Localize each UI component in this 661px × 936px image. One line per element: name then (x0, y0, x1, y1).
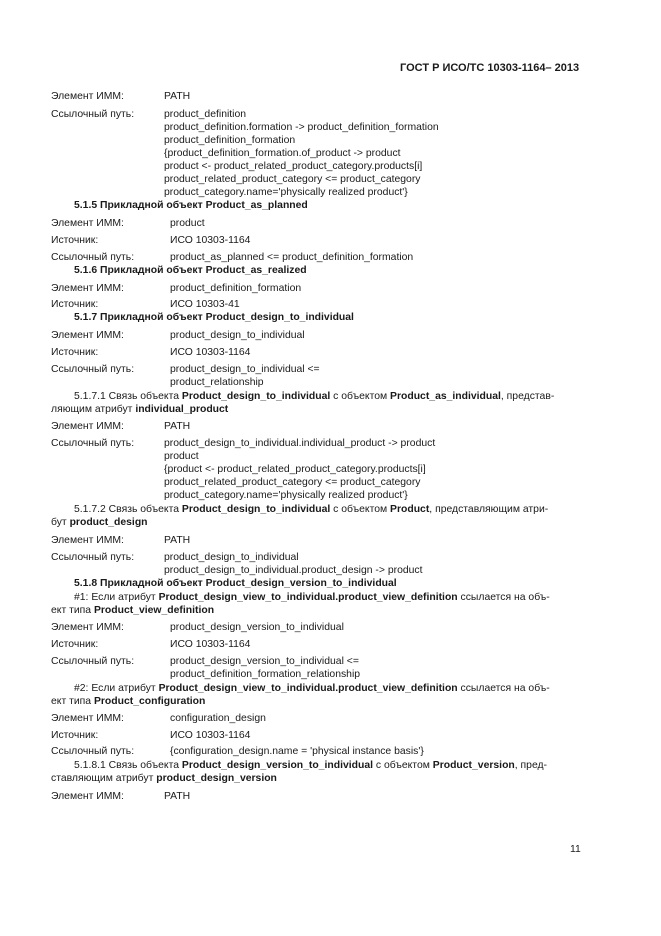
ref-path-line: product <- product_related_product_category.products[i] (164, 161, 423, 172)
section-heading-5-1-6 (74, 265, 307, 277)
source-value: ИСО 10303-1164 (170, 347, 251, 358)
text: ляющим атрибут (51, 404, 136, 415)
entity-name: Product_design_version_to_individual (181, 760, 374, 771)
section-heading-5-1-7 (74, 312, 354, 324)
heading-prefix: 5.1.8 Прикладной объект (74, 578, 206, 589)
ref-path-line: product_related_product_category <= product_category (164, 477, 421, 488)
element-label: Элемент ИММ: (51, 330, 124, 341)
heading-prefix: 5.1.6 Прикладной объект (74, 265, 206, 276)
attribute-name: individual_product (135, 404, 229, 415)
element-label: Элемент ИММ: (51, 91, 124, 102)
ref-path-line: product_relationship (170, 377, 264, 388)
ref-path-line: product_definition_formation (164, 135, 296, 146)
type-name: Product_view_definition (93, 605, 215, 616)
ref-path-line: {configuration_design.name = 'physical instance basis'} (170, 746, 424, 757)
element-label: Элемент ИММ: (51, 421, 124, 432)
ref-path-line: {product <- product_related_product_category.products[i] (164, 464, 426, 475)
text: #1: Если атрибут (74, 592, 159, 603)
heading-name: Product_design_to_individual (205, 312, 354, 323)
case-1-line-cont (51, 605, 214, 617)
heading-name: Product_design_version_to_individual (205, 578, 397, 589)
element-value: PATH (164, 91, 191, 102)
text: 5.1.7.2 Связь объекта (74, 504, 182, 515)
source-value: ИСО 10303-1164 (170, 235, 251, 246)
source-label: Источник: (51, 299, 99, 310)
element-value: PATH (164, 421, 191, 432)
ref-path-label: Ссылочный путь: (51, 252, 135, 263)
section-heading-5-1-8 (74, 578, 397, 590)
attribute-name: Product_design_view_to_individual.product_view_definition (158, 592, 458, 603)
element-label: Элемент ИММ: (51, 713, 124, 724)
heading-prefix: 5.1.7 Прикладной объект (74, 312, 206, 323)
paragraph-5-1-8-1-cont (51, 773, 277, 785)
ref-path-line: product_design_version_to_individual <= (170, 656, 359, 667)
text: , представляющим атри- (429, 504, 549, 515)
text: с объектом (330, 504, 391, 515)
ref-path-line: product_as_planned <= product_definition_formation (170, 252, 414, 263)
element-value: product (170, 218, 205, 229)
case-2-line-cont (51, 696, 205, 708)
text: ссылается на объ- (457, 592, 550, 603)
type-name: Product_configuration (93, 696, 206, 707)
document-header: ГОСТ Р ИСО/ТС 10303-1164– 2013 (400, 62, 580, 74)
ref-path-label: Ссылочный путь: (51, 656, 135, 667)
paragraph-5-1-7-1-cont (51, 404, 228, 416)
paragraph-5-1-8-1 (74, 760, 547, 772)
element-label: Элемент ИММ: (51, 791, 124, 802)
element-value: PATH (164, 535, 191, 546)
text: ект типа (51, 605, 94, 616)
paragraph-5-1-7-1 (74, 391, 554, 403)
source-value: ИСО 10303-41 (170, 299, 240, 310)
heading-prefix: 5.1.5 Прикладной объект (74, 200, 206, 211)
ref-path-line: product_category.name='physically realized product'} (164, 490, 408, 501)
text: с объектом (330, 391, 391, 402)
element-value: PATH (164, 791, 191, 802)
ref-path-line: product_category.name='physically realized product'} (164, 187, 408, 198)
ref-path-label: Ссылочный путь: (51, 109, 135, 120)
ref-path-line: product_definition.formation -> product_definition_formation (164, 122, 439, 133)
case-2-line (74, 683, 550, 695)
ref-path-label: Ссылочный путь: (51, 552, 135, 563)
text: бут (51, 517, 70, 528)
source-label: Источник: (51, 639, 99, 650)
entity-name: Product (390, 504, 430, 515)
element-value: product_design_version_to_individual (170, 622, 344, 633)
ref-path-line: product_design_to_individual (164, 552, 299, 563)
text: ект типа (51, 696, 94, 707)
entity-name: Product_version (432, 760, 515, 771)
ref-path-label: Ссылочный путь: (51, 364, 135, 375)
text: с объектом (373, 760, 433, 771)
paragraph-5-1-7-2 (74, 504, 548, 516)
case-1-line (74, 592, 550, 604)
ref-path-label: Ссылочный путь: (51, 438, 135, 449)
ref-path-line: product_definition_formation_relationship (170, 669, 361, 680)
heading-name: Product_as_realized (205, 265, 307, 276)
text: #2: Если атрибут (74, 683, 159, 694)
text: , пред- (514, 760, 548, 771)
source-value: ИСО 10303-1164 (170, 639, 251, 650)
element-label: Элемент ИММ: (51, 218, 124, 229)
element-label: Элемент ИММ: (51, 535, 124, 546)
text: ссылается на объ- (457, 683, 550, 694)
source-label: Источник: (51, 730, 99, 741)
attribute-name: product_design (69, 517, 148, 528)
ref-path-line: {product_definition_formation.of_product -> product (164, 148, 401, 159)
ref-path-label: Ссылочный путь: (51, 746, 135, 757)
ref-path-line: product_design_to_individual.individual_product -> product (164, 438, 436, 449)
heading-name: Product_as_planned (205, 200, 308, 211)
source-value: ИСО 10303-1164 (170, 730, 251, 741)
paragraph-5-1-7-2-cont (51, 517, 148, 529)
page-number: 11 (570, 844, 581, 855)
element-label: Элемент ИММ: (51, 283, 124, 294)
attribute-name: Product_design_view_to_individual.product_view_definition (158, 683, 458, 694)
text: 5.1.8.1 Связь объекта (74, 760, 182, 771)
element-label: Элемент ИММ: (51, 622, 124, 633)
entity-name: Product_design_to_individual (181, 391, 331, 402)
element-value: product_design_to_individual (170, 330, 305, 341)
source-label: Источник: (51, 235, 99, 246)
element-value: configuration_design (170, 713, 266, 724)
entity-name: Product_design_to_individual (181, 504, 331, 515)
ref-path-line: product_design_to_individual.product_design -> product (164, 565, 423, 576)
element-value: product_definition_formation (170, 283, 302, 294)
ref-path-line: product_design_to_individual <= (170, 364, 320, 375)
text: 5.1.7.1 Связь объекта (74, 391, 182, 402)
text: ставляющим атрибут (51, 773, 157, 784)
ref-path-line: product (164, 451, 199, 462)
ref-path-line: product_definition (164, 109, 247, 120)
attribute-name: product_design_version (156, 773, 277, 784)
ref-path-line: product_related_product_category <= product_category (164, 174, 421, 185)
text: , представ- (500, 391, 555, 402)
section-heading-5-1-5 (74, 200, 308, 212)
entity-name: Product_as_individual (390, 391, 501, 402)
source-label: Источник: (51, 347, 99, 358)
